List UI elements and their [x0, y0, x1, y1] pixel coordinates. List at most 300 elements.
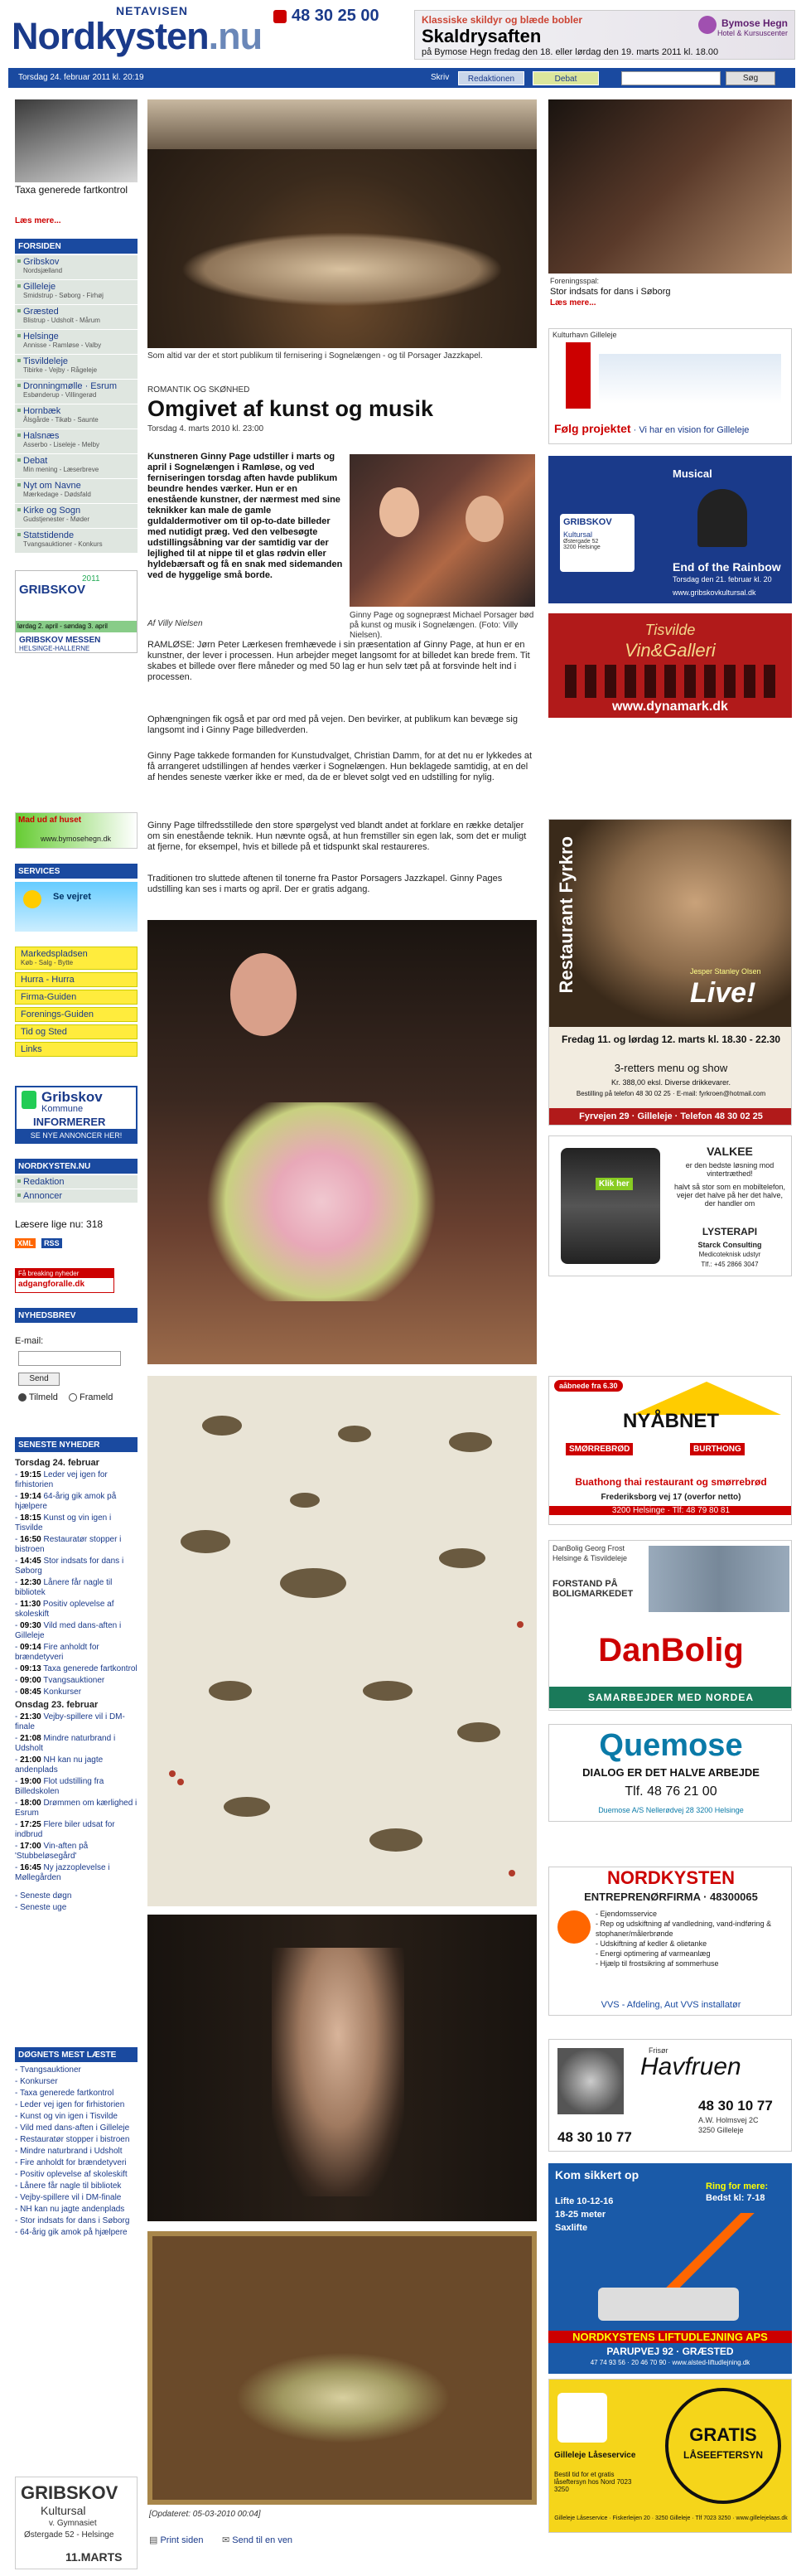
nk-service-item: - Rep og udskiftning af vandledning, vand-indføring & stophaner/målerbrønde — [596, 1920, 772, 1938]
havfruen-tel-1: 48 30 10 77 — [698, 2098, 773, 2114]
fyrkro-ad[interactable] — [548, 819, 792, 1126]
sidebar-item[interactable] — [15, 404, 138, 429]
vin-galleri: Vin&Galleri — [625, 640, 716, 661]
service-label: Tid og Sted — [21, 1027, 67, 1037]
most-read-item[interactable]: - Tvangsauktioner — [15, 2065, 81, 2075]
article-kicker: ROMANTIK OG SKØNHED — [147, 385, 250, 395]
photo1-caption: Som altid var der et stort publikum til fernisering i Sognelængen - og til Porsager Jazzkapel. — [147, 351, 483, 361]
news-time: 12:30 — [20, 1578, 41, 1587]
nk-service-text: Hjælp til frostsikring af sommerhuse — [600, 1959, 719, 1968]
sidebar-item[interactable] — [15, 529, 138, 554]
sidebar-item[interactable] — [15, 330, 138, 355]
news-item[interactable]: - 08:45 Konkurser — [15, 1687, 82, 1697]
most-read-item[interactable]: - Lånere får nagle til bibliotek — [15, 2181, 122, 2191]
nordkysten-link[interactable] — [15, 1175, 138, 1189]
news-item[interactable]: - 09:30 Vild med dans-aften i Gilleleje — [15, 1621, 122, 1640]
buathong-tel: 3200 Helsinge · Tlf: 48 79 80 81 — [549, 1506, 792, 1515]
sidebar-item-sub: Tvangsauktioner - Konkurs — [23, 540, 103, 548]
xml-badge[interactable]: XML — [15, 1238, 36, 1248]
updated-timestamp: [Opdateret: 05-03-2010 00:04] — [149, 2510, 261, 2519]
performer-figure — [697, 489, 747, 547]
quemose-tel: Tlf. 48 76 21 00 — [625, 1784, 717, 1799]
sidebar-item-label: Tisvildeleje — [23, 356, 69, 366]
key-icon — [557, 2393, 607, 2443]
news-time: 09:30 — [20, 1621, 41, 1630]
burthong-label: BURTHONG — [690, 1443, 745, 1455]
news-item[interactable]: - 18:15 Kunst og vin igen i Tisvilde — [15, 1513, 112, 1533]
radio-subscribe-label: Tilmeld — [28, 1392, 58, 1402]
news-title: Vejby-spillere vil i DM-finale — [15, 1712, 125, 1731]
most-read-title: Taxa generede fartkontrol — [19, 2089, 114, 2098]
liftudlejning-ad[interactable] — [548, 2163, 792, 2374]
news-item[interactable]: - 14:45 Stor indsats for dans i Søborg — [15, 1557, 124, 1576]
valkee-title: VALKEE — [707, 1145, 753, 1158]
nordkysten-header: NORDKYSTEN.NU — [15, 1159, 138, 1174]
news-time: 16:45 — [20, 1863, 41, 1872]
sidebar-item-label: Græsted — [23, 307, 59, 317]
news-title: Positiv oplevelse af skoleskift — [15, 1600, 114, 1619]
logo-small: NETAVISEN — [116, 4, 189, 17]
news-time: 19:14 — [20, 1492, 41, 1501]
news-item[interactable]: - 12:30 Lånere får nagle til bibliotek — [15, 1578, 113, 1597]
messen-dates: lørdag 2. april - søndag 3. april — [16, 621, 137, 632]
smorrebrod-label: SMØRREBRØD — [566, 1443, 633, 1455]
nk-service-item: - Ejendomsservice — [596, 1910, 658, 1918]
messen-title: GRIBSKOV — [19, 583, 86, 597]
flower-icon — [698, 16, 717, 34]
service-link[interactable] — [15, 990, 138, 1005]
news-time: 14:45 — [20, 1557, 41, 1566]
live-sub: Jesper Stanley Olsen — [690, 967, 761, 976]
most-read-title: Kunst og vin igen i Tisvilde — [20, 2112, 118, 2121]
laaseservice-ad[interactable] — [548, 2379, 792, 2533]
lift-name: NORDKYSTENS LIFTUDLEJNING APS — [548, 2331, 792, 2343]
news-item[interactable]: - 09:13 Taxa generede fartkontrol — [15, 1664, 138, 1673]
news-title: Flere biler udsat for indbrud — [15, 1820, 115, 1839]
search-button[interactable]: Søg — [726, 71, 775, 85]
nk-sub: ENTREPRENØRFIRMA · 48300065 — [584, 1891, 758, 1903]
latest-news-list — [15, 1455, 139, 1915]
radio-unsubscribe[interactable] — [69, 1393, 77, 1402]
nordkysten-entreprenor-ad[interactable] — [548, 1867, 792, 2016]
quemose-tag: DIALOG ER DET HALVE ARBEJDE — [582, 1766, 760, 1779]
kommune-more: SE NYE ANNONCER HER! — [17, 1129, 136, 1142]
sidebar-item-label: Hornbæk — [23, 406, 61, 416]
news-item[interactable]: - 09:00 Tvangsauktioner — [15, 1676, 105, 1685]
sidebar-item-label: Dronningmølle · Esrum — [23, 381, 118, 391]
news-item[interactable]: - 11:30 Positiv oplevelse af skoleskift — [15, 1600, 114, 1619]
news-time: 17:25 — [20, 1820, 41, 1829]
kultursal-gym: v. Gymnasiet — [49, 2519, 97, 2528]
most-read-item[interactable]: - Stor indsats for dans i Søborg — [15, 2216, 130, 2225]
lift-truck — [598, 2288, 739, 2321]
most-read-list — [15, 2065, 139, 2239]
most-read-item[interactable]: - Konkurser — [15, 2077, 58, 2086]
current-date: Torsdag 24. februar 2011 kl. 20:19 — [18, 73, 144, 82]
sidebar-item-label: Kirke og Sogn — [23, 506, 81, 516]
print-link[interactable] — [149, 2535, 203, 2545]
dynamark-url: www.dynamark.dk — [612, 700, 728, 714]
most-read-title: Positiv oplevelse af skoleskift — [20, 2170, 128, 2179]
send-friend-link[interactable] — [222, 2535, 292, 2545]
most-read-item[interactable]: - NH kan nu jagte andenplads — [15, 2205, 125, 2214]
news-item[interactable]: - 16:50 Restauratør stopper i bistroen — [15, 1535, 122, 1554]
danbolig-logo: DanBolig — [598, 1632, 744, 1668]
fyrkro-date: Fredag 11. og lørdag 12. marts kl. 18.30 - 22.30 — [561, 1034, 781, 1045]
sidebar-item-label: Nyt om Navne — [23, 481, 81, 491]
logo-text: Nordkysten — [12, 15, 209, 57]
service-link[interactable] — [15, 947, 138, 970]
event-photo — [147, 99, 537, 348]
news-title: Lånere får nagle til bibliotek — [15, 1578, 113, 1597]
woman-painting — [147, 1915, 537, 2221]
logo-suffix: .nu — [208, 15, 263, 57]
most-read-item[interactable]: - 64-årig gik amok på hjælpere — [15, 2228, 128, 2237]
lift-tel: 47 74 93 56 · 20 46 70 90 · www.alsted-liftudlejning.dk — [590, 2359, 750, 2366]
sidebar-item[interactable] — [15, 380, 138, 404]
dance-news-promo[interactable] — [548, 99, 792, 323]
havfruen-city: 3250 Gilleleje — [698, 2126, 744, 2134]
topad-hotel: Bymose Hegn — [721, 17, 788, 29]
news-item[interactable]: - 09:14 Fire anholdt for brændetyveri — [15, 1643, 99, 1662]
sidebar-item-sub: Min mening - Læserbreve — [23, 466, 99, 473]
agents-photo — [649, 1546, 789, 1612]
service-link[interactable] — [15, 1007, 138, 1022]
service-link[interactable] — [15, 972, 138, 987]
sidebar-item[interactable] — [15, 504, 138, 529]
quemose-logo: Quemose — [599, 1728, 743, 1763]
news-time: 18:15 — [20, 1513, 41, 1523]
lift-top: Kom sikkert op — [555, 2168, 639, 2181]
sidebar-item[interactable] — [15, 305, 138, 330]
havfruen-pre: Frisør — [649, 2046, 668, 2055]
news-time: 21:30 — [20, 1712, 41, 1721]
most-read-title: Stor indsats for dans i Søborg — [20, 2216, 130, 2225]
nk-service-item: - Udskiftning af kedler & olietanke — [596, 1939, 707, 1948]
kultursal-addr: Østergade 52 - Helsinge — [24, 2530, 114, 2540]
buathong-addr: Frederiksborg vej 17 (overfor netto) — [601, 1493, 741, 1502]
weather-widget[interactable] — [15, 882, 138, 932]
send-friend-label: Send til en ven — [232, 2535, 293, 2545]
tab-debat[interactable]: Debat — [533, 71, 599, 85]
news-item[interactable]: - 16:45 Ny jazzoplevelse i Møllegården — [15, 1863, 110, 1882]
most-read-header: DØGNETS MEST LÆSTE — [15, 2047, 138, 2062]
news-title: Vild med dans-aften i Gilleleje — [15, 1621, 122, 1640]
kultursal-ad[interactable] — [15, 2477, 138, 2569]
news-title: Mindre naturbrand i Udsholt — [15, 1734, 116, 1753]
sidebar-item-sub: Blistrup - Udsholt - Mårum — [23, 317, 100, 324]
nordkysten-list — [15, 1175, 138, 1203]
service-label: Links — [21, 1044, 42, 1054]
nordkysten-link[interactable] — [15, 1189, 138, 1203]
news-title: Taxa generede fartkontrol — [43, 1664, 138, 1673]
news-day-header: Torsdag 24. februar — [15, 1458, 99, 1468]
gratis-badge — [665, 2388, 781, 2504]
most-read-title: Konkurser — [20, 2077, 58, 2086]
nordkysten-link-label: Annoncer — [23, 1191, 63, 1201]
article-paragraph-3: Ginny Page takkede formanden for Kunstudvalget, Christian Damm, for at det nu er lykkedes at få arrangeret udstillingen af hendes værker i Sognelængen. Hun beklagede samtidig, at en del af hendes seneste værker ikke er med, da de er blevet solgt ved en udstilling for nylig. — [147, 751, 533, 782]
email-field[interactable] — [18, 1351, 121, 1366]
tisvilde-title: Tisvilde — [644, 622, 696, 638]
most-read-title: Fire anholdt for brændetyveri — [20, 2158, 127, 2167]
newsletter-send-button[interactable]: Send — [18, 1373, 60, 1386]
starck: Starck Consulting — [697, 1241, 762, 1249]
sidebar-item-sub: Tibirke - Vejby - Rågeleje — [23, 366, 98, 374]
lysterapi: LYSTERAPI — [702, 1226, 758, 1237]
article-lead: Kunstneren Ginny Page udstiller i marts og april i Sognelængen i Ramløse, og ved ferniseringen torsdag aften havde publikum beundre hendes værker. Hun er en enestående kunstner, der nærmest med sine teknikker kan male de gamle guldaldermotiver om til op-to-date billeder med nutidigt præg. Ved den velbesøgte udstillingsåbning var der samtidig var der lejlighed til at nippe til et glas rødvin eller hyldebærsaft og få en snak med sidemanden ved de hyggelige små borde. — [147, 452, 343, 580]
fyrkro-menu: 3-retters menu og show — [614, 1062, 728, 1074]
musical-ad[interactable] — [548, 456, 792, 603]
laase-name: Gilleleje Låseservice — [554, 2451, 636, 2460]
lift-ring: Ring for mere: — [706, 2181, 769, 2191]
live-label: Live! — [690, 977, 756, 1009]
valkee-tag: er den bedste løsning mod vintertræthed! — [685, 1161, 774, 1178]
article-date: Torsdag 4. marts 2010 kl. 23:00 — [147, 424, 264, 433]
sidebar-item[interactable] — [15, 255, 138, 280]
dance-photo — [548, 99, 792, 274]
forsiden-header[interactable]: FORSIDEN — [15, 239, 138, 254]
header-phone — [273, 7, 379, 26]
radio-subscribe[interactable] — [18, 1393, 27, 1402]
mermaid-icon — [557, 2048, 624, 2114]
most-read-item[interactable]: - Vejby-spillere vil i DM-finale — [15, 2193, 122, 2202]
kulturhavn-label: Kulturhavn Gilleleje — [552, 331, 617, 339]
sidebar-item[interactable] — [15, 429, 138, 454]
sidebar-item-label: Gilleleje — [23, 282, 56, 292]
nordea-strip: SAMARBEJDER MED NORDEA — [549, 1687, 792, 1708]
lift-l1: Lifte 10-12-16 — [555, 2196, 614, 2206]
sidebar-item[interactable] — [15, 479, 138, 504]
most-read-item[interactable]: - Positiv oplevelse af skoleskift — [15, 2170, 128, 2179]
news-time: 21:08 — [20, 1734, 41, 1743]
news-title: 64-årig gik amok på hjælpere — [15, 1492, 117, 1511]
musical-label: Musical — [673, 467, 712, 480]
messen-sub: HELSINGE-HALLERNE — [19, 645, 90, 652]
ks-title: GRIBSKOV — [563, 517, 612, 527]
sidebar-item-sub: Esbønderup - Villingerød — [23, 391, 97, 399]
most-read-title: Lånere får nagle til bibliotek — [20, 2181, 122, 2191]
laase-text: Bestil tid for et gratis låseftersyn hos Nord 7023 3250 — [554, 2471, 632, 2493]
latest-news-header: SENESTE NYHEDER — [15, 1437, 138, 1452]
nk-service-text: Ejendomsservice — [600, 1910, 658, 1918]
sidebar-item-label: Helsinge — [23, 332, 59, 341]
buathong-ad[interactable] — [548, 1376, 792, 1525]
most-read-title: Tvangsauktioner — [19, 2065, 81, 2075]
news-item[interactable]: - 21:00 NH kan nu jagte andenplads — [15, 1755, 104, 1775]
prev-day-link[interactable]: - Seneste døgn — [15, 1891, 72, 1901]
news-item[interactable]: - 17:25 Flere biler udsat for indbrud — [15, 1820, 115, 1839]
valkee-ad[interactable] — [548, 1135, 792, 1276]
most-read-title: Restauratør stopper i bistroen — [20, 2135, 130, 2144]
news-day-header: Onsdag 23. februar — [15, 1700, 99, 1710]
forstand: FORSTAND PÅ BOLIGMARKEDET — [552, 1579, 634, 1599]
lift-best: Bedst kl: 7-18 — [706, 2193, 765, 2203]
most-read-item[interactable]: - Vild med dans-aften i Gilleleje — [15, 2123, 130, 2133]
article-paragraph-4: Ginny Page tilfredsstillede den store spørgelyst ved blandt andet at forklare en række detaljer om sin enestående teknik. Hun nævnte også, at hun fremstiller sin egen lak, som det er muligt at fjerne, for eksempel, hvis et billede på et tidspunkt skal restaureres. — [147, 821, 527, 852]
promo-caption[interactable]: Taxa generede fartkontrol — [15, 184, 128, 196]
buathong-title: Buathong thai restaurant og smørrebrød — [575, 1476, 767, 1488]
news-title: Drømmen om kærlighed i Esrum — [15, 1799, 138, 1818]
photo2-caption: Ginny Page og sognepræst Michael Porsager bød på kunst og musik i Sognelængen. (Foto: Villy Nielsen). — [350, 611, 534, 640]
adgang-site: adgangforalle.dk — [18, 1280, 85, 1289]
news-item[interactable]: - 17:00 Vin-aften på 'Stubbeløsegård' — [15, 1842, 89, 1861]
news-item[interactable]: - 18:00 Drømmen om kærlighed i Esrum — [15, 1799, 138, 1818]
klik-her-badge: Klik her — [596, 1178, 633, 1190]
news-item[interactable]: - 19:15 Leder vej igen for firhistorien — [15, 1470, 108, 1489]
kommune-info: INFORMERER — [33, 1116, 106, 1128]
nk-service-text: Rep og udskiftning af vandledning, vand-indføring & stophaner/målerbrønde — [596, 1920, 772, 1938]
rainbow-title: End of the Rainbow — [673, 560, 781, 574]
most-read-item[interactable]: - Restauratør stopper i bistroen — [15, 2135, 130, 2144]
service-label: Hurra - Hurra — [21, 975, 75, 985]
madad-ad[interactable] — [15, 812, 138, 849]
site-logo[interactable] — [12, 15, 262, 58]
valkee-desc: halvt så stor som en mobiltelefon, vejer det halve på her det halve, der handler om — [673, 1183, 786, 1208]
kommune-word: Kommune — [41, 1104, 84, 1114]
kommune-ad[interactable] — [15, 1086, 138, 1144]
phone-number: 48 30 25 00 — [292, 7, 379, 25]
folg-title: Følg projektet — [554, 422, 631, 435]
news-title: Konkurser — [43, 1687, 82, 1697]
services-list — [15, 947, 138, 1059]
news-title: Fire anholdt for brændetyveri — [15, 1643, 99, 1662]
news-title: Leder vej igen for firhistorien — [15, 1470, 108, 1489]
most-read-item[interactable]: - Fire anholdt for brændetyveri — [15, 2158, 127, 2167]
article-paragraph-2: Ophængningen fik også et par ord med på vejen. Den bevirker, at publikum kan bevæge sig langsomt ind i Ginny Page billedverden. — [147, 714, 518, 735]
service-link[interactable] — [15, 1042, 138, 1057]
promo-more-link[interactable]: Læs mere... — [15, 216, 61, 225]
nk-service-text: Energi optimering af varmeanlæg — [600, 1949, 711, 1958]
article-paragraph-1: RAMLØSE: Jørn Peter Lærkesen fremhævede i sin præsentation af Ginny Page, at hun er en kunstner, der lever i processen. Hun arbejder meget langsomt for at billedet kan brede frem. Tit skabes et billede over flere måneder og med 50 lag er hun selv tæt på at forsvinde helt ind i processen. — [147, 640, 530, 682]
messen-label: GRIBSKOV MESSEN — [19, 636, 101, 645]
sidebar-item-sub: Ålsgårde - Tikøb - Saunte — [23, 416, 99, 424]
news-time: 16:50 — [20, 1535, 41, 1544]
service-link[interactable] — [15, 1024, 138, 1039]
still-life-painting — [147, 2231, 537, 2505]
newsletter-header: NYHEDSBREV — [15, 1308, 138, 1323]
fyrkro-title: Restaurant Fyrkro — [556, 836, 577, 994]
birds-painting — [147, 1376, 537, 1906]
news-item[interactable]: - 19:00 Flot udstilling fra Billedskolen — [15, 1777, 104, 1796]
prev-week-link[interactable]: - Seneste uge — [15, 1903, 67, 1912]
fyrkro-book: Bestilling på telefon 48 30 02 25 · E-mail: fyrkroen@hotmail.com — [576, 1090, 766, 1097]
news-time: 17:00 — [20, 1842, 41, 1851]
byline: Af Villy Nielsen — [147, 619, 203, 628]
search-input[interactable] — [621, 71, 721, 85]
sidebar-item-label: Gribskov — [23, 257, 60, 267]
kultursal-logo — [560, 514, 635, 572]
quemose-ad[interactable] — [548, 1724, 792, 1822]
font-size-label[interactable]: Skriv — [431, 73, 450, 82]
sidebar-item[interactable] — [15, 454, 138, 479]
news-title: Tvangsauktioner — [43, 1676, 105, 1685]
tab-redaktionen[interactable]: Redaktionen — [458, 71, 524, 85]
weather-label: Se vejret — [53, 892, 91, 902]
news-time: 09:13 — [20, 1664, 41, 1673]
kommune-name: Gribskov — [41, 1089, 103, 1105]
lift-l3: Saxlifte — [555, 2223, 588, 2233]
sidebar-item-sub: Annisse - Ramløse - Valby — [23, 341, 102, 349]
sidebar-item[interactable] — [15, 355, 138, 380]
danbolig-loc: Helsinge & Tisvildeleje — [552, 1554, 628, 1562]
kultursal-title: GRIBSKOV — [21, 2482, 118, 2503]
news-time: 18:00 — [20, 1799, 41, 1808]
most-read-title: NH kan nu jagte andenplads — [20, 2205, 125, 2214]
promo-more-link: Læs mere... — [550, 298, 596, 307]
news-item[interactable]: - 19:14 64-årig gik amok på hjælpere — [15, 1492, 117, 1511]
most-read-item[interactable]: - Mindre naturbrand i Udsholt — [15, 2147, 123, 2156]
ginny-porsager-photo — [350, 454, 535, 607]
danbolig-ad[interactable] — [548, 1540, 792, 1711]
kulturhavn-ad[interactable] — [548, 328, 792, 444]
ks-addr2: 3200 Helsinge — [563, 545, 601, 550]
lift-l2: 18-25 meter — [555, 2210, 606, 2220]
most-read-title: 64-årig gik amok på hjælpere — [20, 2228, 128, 2237]
topad-line3: på Bymose Hegn fredag den 18. eller lørdag den 19. marts 2011 kl. 18.00 — [422, 47, 719, 57]
havfruen-addr: A.W. Holmsvej 2C — [698, 2116, 759, 2124]
topad-line2: Skaldrysaften — [422, 26, 542, 46]
laase-foot: Gilleleje Låseservice · Fiskerleijen 20 · 3250 Gilleleje · Tlf 7023 3250 · www.gillelejelaas.dk — [554, 2515, 788, 2521]
promo-photo[interactable] — [15, 99, 138, 182]
news-time: 09:14 — [20, 1643, 41, 1652]
sun-icon — [23, 890, 41, 908]
starck-sub: Medicoteknisk udstyr — [698, 1251, 761, 1258]
promo-title: Stor indsats for dans i Søborg — [550, 287, 671, 297]
news-item[interactable]: - 21:30 Vejby-spillere vil i DM-finale — [15, 1712, 125, 1731]
ks-word: Kultursal — [563, 530, 593, 539]
starck-tel: Tlf.: +45 2866 3047 — [701, 1261, 759, 1268]
adgang-label: Få breaking nyheder — [16, 1269, 113, 1278]
tisvilde-vin-ad[interactable] — [548, 613, 792, 718]
envelope-icon: ✉ — [222, 2535, 230, 2545]
most-read-item[interactable]: - Leder vej igen for firhistorien — [15, 2100, 125, 2109]
most-read-item[interactable]: - Taxa generede fartkontrol — [15, 2089, 114, 2098]
sidebar-item[interactable] — [15, 280, 138, 305]
nyabnet: NYÅBNET — [622, 1410, 719, 1432]
service-label: Firma-Guiden — [21, 992, 77, 1002]
news-title: Stor indsats for dans i Søborg — [15, 1557, 124, 1576]
folg-projektet — [554, 422, 749, 435]
radio-unsubscribe-label: Frameld — [80, 1392, 113, 1402]
service-sub: Køb - Salg - Bytte — [21, 959, 74, 966]
lift-addr: PARUPVEJ 92 · GRÆSTED — [606, 2346, 734, 2357]
gribskov-messen-ad[interactable] — [15, 570, 138, 653]
havfruen-title: Havfruen — [640, 2053, 741, 2080]
news-item[interactable]: - 21:08 Mindre naturbrand i Udsholt — [15, 1734, 116, 1753]
news-title: Restauratør stopper i bistroen — [15, 1535, 122, 1554]
news-time: 08:45 — [20, 1687, 41, 1697]
top-banner-ad[interactable] — [414, 10, 795, 60]
folg-sub: · Vi har en vision for Gilleleje — [630, 425, 750, 435]
phone-icon — [273, 10, 287, 23]
sidebar-item-sub: Smidstrup - Søborg - Firhøj — [23, 292, 104, 299]
aabnet-badge: aåbnede fra 6.30 — [554, 1380, 623, 1392]
ks-addr1: Østergade 52 — [563, 539, 599, 545]
most-read-item[interactable]: - Kunst og vin igen i Tisvilde — [15, 2112, 118, 2121]
danbolig-top: DanBolig Georg Frost — [552, 1544, 625, 1552]
valkee-device — [561, 1148, 660, 1264]
feed-badges — [15, 1238, 138, 1250]
fyrkro-addr: Fyrvejen 29 · Gilleleje · Telefon 48 30 02 25 — [549, 1108, 792, 1125]
news-time: 19:15 — [20, 1470, 41, 1479]
news-title: Vin-aften på 'Stubbeløsegård' — [15, 1842, 89, 1861]
sidebar-item-sub: Mærkedage - Dødsfald — [23, 491, 91, 498]
kultursal-date: 11.MARTS — [65, 2550, 123, 2564]
rss-badge[interactable]: RSS — [41, 1238, 62, 1248]
adgang-banner[interactable] — [15, 1268, 114, 1293]
nk-service-text: Udskiftning af kedler & olietanke — [600, 1939, 707, 1948]
havfruen-ad[interactable] — [548, 2039, 792, 2152]
